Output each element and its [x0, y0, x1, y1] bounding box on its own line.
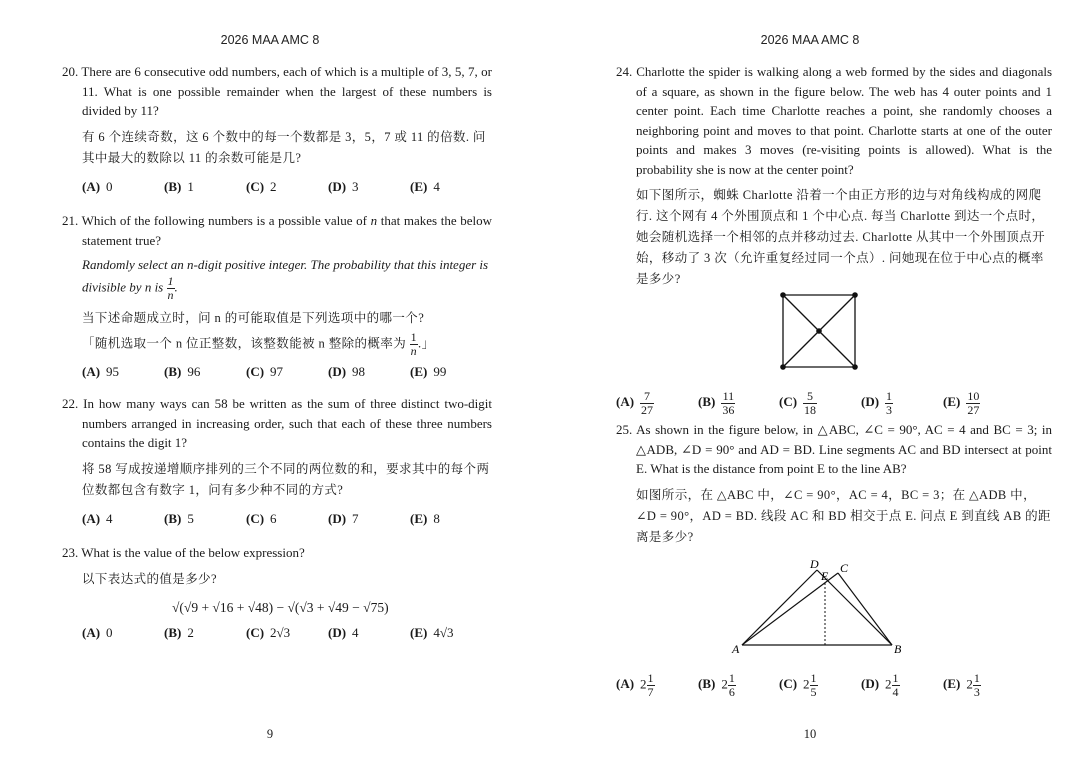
fraction — [885, 390, 893, 417]
fraction — [721, 390, 735, 417]
choice-value: 6 — [270, 510, 277, 526]
problem-number: 22. — [62, 396, 79, 411]
problem-20-text — [62, 62, 492, 121]
variable-n: n — [370, 213, 378, 228]
choice-value: 8 — [433, 510, 440, 526]
choice-label: (D) — [328, 510, 347, 526]
choice-d[interactable] — [328, 362, 365, 382]
fraction — [167, 275, 175, 302]
problem-24 — [616, 62, 1052, 290]
choice-label: (E) — [943, 394, 961, 410]
statement-text: Randomly select an n-digit positive integer. The probability that this integer is divisible by n is — [82, 257, 489, 294]
choice-b[interactable] — [698, 390, 735, 417]
choice-b[interactable] — [164, 509, 194, 529]
choice-value: 4√3 — [433, 625, 454, 640]
choice-c[interactable] — [779, 390, 817, 417]
math-expression: √(√9 + √16 + √48) − √(√3 + √49 − √75) — [172, 599, 389, 615]
page-number: 9 — [266, 727, 274, 741]
choice-label: (C) — [246, 178, 265, 194]
label-b: B — [894, 642, 902, 656]
choice-label: (A) — [82, 625, 101, 640]
choice-c[interactable] — [246, 177, 277, 197]
choice-c[interactable] — [779, 672, 818, 699]
choice-label: (B) — [698, 394, 716, 410]
choice-e[interactable] — [943, 672, 981, 699]
chinese-statement-end: .」 — [418, 335, 435, 350]
choice-label: (B) — [698, 676, 716, 692]
choice-label: (B) — [164, 625, 182, 640]
choice-label: (C) — [779, 676, 798, 692]
answer-choices — [82, 623, 492, 643]
choice-label: (C) — [246, 625, 265, 640]
problem-number: 25. — [616, 422, 633, 437]
fraction-denominator: 3 — [973, 685, 980, 699]
choice-d[interactable] — [861, 672, 900, 699]
chinese-statement-text: 「随机选取一个 n 位正整数，该整数能被 n 整除的概率为 — [82, 335, 407, 350]
choice-label: (D) — [328, 625, 347, 640]
problem-23 — [62, 543, 492, 643]
choice-value: 5 — [187, 510, 194, 526]
answer-choices — [616, 390, 1052, 420]
answer-choices — [82, 177, 492, 197]
problem-text: In how many ways can 58 be written as the sum of three distinct two-digit numbers arranged in increasing order, such that each of these three numbers contains the digit 1? — [82, 396, 492, 450]
choice-e[interactable] — [410, 623, 453, 643]
choice-label: (A) — [616, 676, 635, 692]
fraction-numerator: 1 — [886, 389, 893, 403]
mixed-whole: 2 — [803, 676, 810, 692]
outer-point — [852, 364, 858, 370]
problem-23-text — [62, 543, 492, 563]
choice-value: 4 — [433, 178, 440, 194]
fraction-numerator: 5 — [803, 390, 817, 404]
choice-value: 97 — [270, 363, 284, 379]
fraction — [803, 390, 817, 417]
spider-web-figure — [778, 290, 860, 372]
choice-label: (D) — [328, 363, 347, 379]
choice-d[interactable] — [861, 390, 893, 417]
choice-a[interactable] — [82, 623, 113, 643]
label-e: E — [821, 569, 829, 583]
fraction — [728, 672, 736, 699]
choice-b[interactable] — [164, 177, 194, 197]
choice-value: 2 — [270, 178, 277, 194]
problem-20-chinese: 有 6 个连续奇数，这 6 个数中的每一个数都是 3，5，7 或 11 的倍数. 问其中最大的数除以 11 的余数可能是几? — [82, 129, 486, 165]
choice-a[interactable] — [82, 362, 119, 382]
choice-a[interactable] — [82, 509, 113, 529]
outer-point — [780, 364, 786, 370]
choice-c[interactable] — [246, 623, 290, 643]
center-point — [816, 328, 822, 334]
choice-label: (A) — [82, 178, 101, 194]
mixed-whole: 2 — [885, 676, 892, 692]
fraction-denominator: 6 — [728, 685, 735, 699]
problem-25-text — [616, 420, 1052, 479]
choice-e[interactable] — [410, 509, 440, 529]
choice-value: 1 — [187, 178, 194, 194]
choice-c[interactable] — [246, 362, 283, 382]
problem-text: Which of the following numbers is a possible value of — [81, 213, 371, 228]
problem-number: 20. — [62, 64, 79, 79]
outer-point — [852, 292, 858, 298]
choice-value: 95 — [106, 363, 120, 379]
fraction — [647, 672, 655, 699]
problem-21-text — [62, 211, 492, 250]
problem-21-statement: Randomly select an n-digit positive integer. The probability that this integer is divisible by n is $\frac{1}{n}$ . — [82, 257, 489, 302]
label-a: A — [732, 642, 740, 656]
fraction-denominator: 3 — [886, 403, 893, 417]
outer-point — [780, 292, 786, 298]
choice-label: (E) — [410, 178, 428, 194]
choice-label: (B) — [164, 178, 182, 194]
problem-25-choices — [616, 664, 1052, 702]
choice-label: (A) — [616, 394, 635, 410]
fraction — [640, 390, 654, 417]
choice-a[interactable] — [616, 390, 654, 417]
problem-text: There are 6 consecutive odd numbers, each of which is a multiple of 3, 5, 7, or 11. What is one possible remainder when the largest of these numbers is divided by 11? — [81, 64, 492, 118]
choice-a[interactable] — [616, 672, 655, 699]
choice-label: (D) — [328, 178, 347, 194]
fraction — [410, 331, 418, 358]
choice-b[interactable] — [164, 362, 200, 382]
problem-text: What is the value of the below expression? — [81, 545, 305, 560]
fraction — [892, 672, 900, 699]
triangle-figure — [730, 558, 910, 658]
problem-24-chinese: 如下图所示，蜘蛛 Charlotte 沿着一个由正方形的边与对角线构成的网爬行. 这个网有 4 个外围顶点和 1 个中心点. 每当 Charlotte 到达一个点时，她会随机选择一个相邻的点并移动过去. Charlotte 从其中一个外围顶点开始，移动了 3 次（允许重复经过同一个点）. 问她现在位于中心点的概率是多少? — [636, 188, 1045, 286]
choice-value: 0 — [106, 625, 113, 640]
choice-label: (C) — [779, 394, 798, 410]
problem-24-choices — [616, 382, 1052, 420]
right-page — [540, 0, 1080, 764]
fraction-numerator: 10 — [967, 389, 980, 403]
choice-label: (E) — [410, 625, 428, 640]
choice-value: 2 — [187, 625, 194, 640]
choice-d[interactable] — [328, 623, 359, 643]
choice-value: 99 — [433, 363, 447, 379]
fraction-denominator: 27 — [641, 403, 654, 417]
choice-b[interactable] — [698, 672, 736, 699]
choice-label: (B) — [164, 363, 182, 379]
fraction-numerator: 1 — [728, 671, 735, 685]
fraction-denominator: n — [410, 343, 418, 358]
problem-25 — [616, 420, 1052, 548]
problem-number: 24. — [616, 64, 633, 79]
fraction-numerator: 1 — [810, 671, 817, 685]
fraction-denominator: 7 — [647, 685, 654, 699]
choice-e[interactable] — [943, 390, 980, 417]
fraction-numerator: 1 — [167, 273, 174, 288]
segment-ac — [742, 573, 838, 645]
fraction-denominator: 27 — [967, 403, 980, 417]
choice-label: (D) — [861, 394, 880, 410]
problem-text: Charlotte the spider is walking along a web formed by the sides and diagonals of a square, as shown in the figure below. The web has 4 outer points and 1 center point. Each time Charlotte reaches a point, she randomly chooses a neighboring point and moves to that point. Charlotte starts at one of the outer points and makes 3 moves (re-visiting points is allowed). What is the probability she is now at the center point? — [636, 64, 1053, 177]
problem-21 — [62, 211, 492, 382]
problem-number: 23. — [62, 545, 79, 560]
choice-c[interactable] — [246, 509, 277, 529]
choice-value: 98 — [352, 363, 366, 379]
problem-text: that makes the below statement true? — [82, 213, 493, 248]
problem-23-chinese: 以下表达式的值是多少? — [82, 571, 217, 586]
fraction-denominator: 36 — [722, 403, 735, 417]
fraction-denominator: 5 — [810, 685, 817, 699]
choice-d[interactable] — [328, 509, 359, 529]
choice-value: 4 — [106, 510, 113, 526]
choice-value: 2√3 — [270, 625, 291, 640]
choice-label: (C) — [246, 363, 265, 379]
page-header: 2026 MAA AMC 8 — [220, 33, 320, 47]
choice-b[interactable] — [164, 623, 194, 643]
answer-choices — [82, 509, 492, 529]
fraction — [810, 672, 818, 699]
mixed-whole: 2 — [640, 676, 647, 692]
choice-value: 7 — [352, 510, 359, 526]
choice-d[interactable] — [328, 177, 359, 197]
problem-24-text — [616, 62, 1052, 179]
choice-a[interactable] — [82, 177, 113, 197]
choice-label: (B) — [164, 510, 182, 526]
fraction-denominator: 18 — [804, 403, 817, 417]
answer-choices — [616, 672, 1052, 702]
problem-number: 21. — [62, 213, 79, 228]
choice-label: (A) — [82, 363, 101, 379]
label-d: D — [810, 558, 819, 571]
mixed-whole: 2 — [721, 676, 728, 692]
fraction — [966, 390, 980, 417]
choice-label: (D) — [861, 676, 880, 692]
mixed-whole: 2 — [966, 676, 973, 692]
problem-text: As shown in the figure below, in △ABC, ∠C = 90°, AC = 4 and BC = 3; in △ADB, ∠D = 90° and AD = BD. Line segments AC and BD intersect at point E. What is the distance from point E to the line AB? — [636, 422, 1052, 476]
choice-label: (E) — [943, 676, 961, 692]
problem-25-chinese: 如图所示，在 △ABC 中，∠C = 90°，AC = 4，BC = 3；在 △ADB 中，∠D = 90°，AD = BD. 线段 AC 和 BD 相交于点 E. 问点 E 到直线 AB 的距离是多少? — [636, 487, 1051, 544]
problem-21-chinese: 当下述命题成立时，问 n 的可能取值是下列选项中的哪一个? — [82, 310, 425, 325]
choice-e[interactable] — [410, 362, 446, 382]
fraction-numerator: 11 — [722, 389, 735, 403]
problem-22-text — [62, 394, 492, 453]
fraction-denominator: 4 — [892, 685, 899, 699]
fraction-numerator: 7 — [640, 390, 654, 404]
choice-label: (E) — [410, 510, 428, 526]
problem-22 — [62, 394, 492, 529]
choice-value: 3 — [352, 178, 359, 194]
choice-value: 0 — [106, 178, 113, 194]
problem-22-chinese: 将 58 写成按递增顺序排列的三个不同的两位数的和，要求其中的每个两位数都包含有数字 1，问有多少种不同的方式? — [82, 461, 490, 497]
choice-label: (E) — [410, 363, 428, 379]
problem-20 — [62, 62, 492, 197]
page-header: 2026 MAA AMC 8 — [760, 33, 860, 47]
fraction-numerator: 1 — [647, 671, 654, 685]
segment-cb — [838, 573, 892, 645]
problem-21-chinese-statement — [82, 331, 492, 358]
label-c: C — [840, 561, 849, 575]
answer-choices — [82, 362, 492, 382]
choice-value: 96 — [187, 363, 201, 379]
choice-value: 4 — [352, 625, 359, 640]
choice-e[interactable] — [410, 177, 440, 197]
fraction-numerator: 1 — [410, 329, 418, 344]
page-number: 10 — [803, 727, 817, 741]
fraction-denominator: n — [167, 287, 174, 302]
choice-label: (C) — [246, 510, 265, 526]
segment-ad — [742, 570, 817, 645]
choice-label: (A) — [82, 510, 101, 526]
fraction — [973, 672, 981, 699]
fraction-numerator: 1 — [973, 671, 980, 685]
fraction-numerator: 1 — [892, 671, 899, 685]
